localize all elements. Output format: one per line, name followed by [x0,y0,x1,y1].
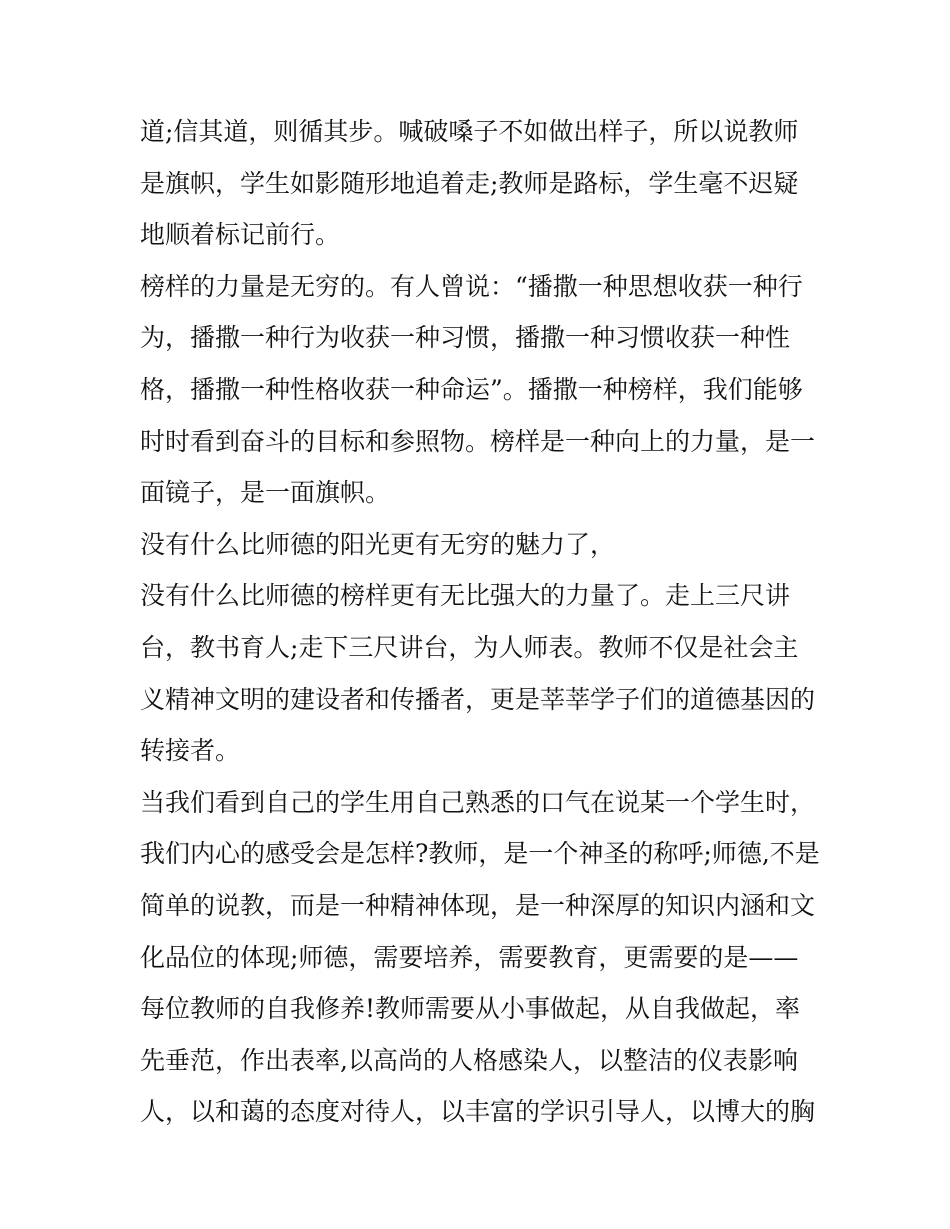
text-line: 格，播撒一种性格收获一种命运”。播撒一种榜样，我们能够 [140,374,803,404]
text-line: 为，播撒一种行为收获一种习惯，播撒一种习惯收获一种性 [140,323,791,353]
text-line: 化品位的体现;师德，需要培养，需要教育，更需要的是—— [140,942,799,972]
text-line: 没有什么比师德的榜样更有无比强大的力量了。走上三尺讲 [140,581,791,611]
text-line: 转接者。 [140,736,241,766]
text-line: 先垂范，作出表率,以高尚的人格感染人，以整洁的仪表影响 [140,1045,798,1075]
text-line: 没有什么比师德的阳光更有无穷的魅力了， [140,529,616,559]
text-line: 简单的说教，而是一种精神体现，是一种深厚的知识内涵和文 [140,890,816,920]
text-line: 时时看到奋斗的目标和参照物。榜样是一种向上的力量，是一 [140,426,816,456]
text-line: 我们内心的感受会是怎样?教师，是一个神圣的称呼;师德,不是 [140,839,820,869]
body-text [140,106,820,1138]
text-line: 当我们看到自己的学生用自己熟悉的口气在说某一个学生时， [140,787,816,817]
text-line: 每位教师的自我修养!教师需要从小事做起，从自我做起，率 [140,994,801,1024]
text-line: 面镜子，是一面旗帜。 [140,478,391,508]
text-line: 道;信其道，则循其步。喊破嗓子不如做出样子，所以说教师 [140,117,799,146]
text-line: 义精神文明的建设者和传播者，更是莘莘学子们的道德基因的 [140,684,816,714]
text-line: 是旗帜，学生如影随形地追着走;教师是路标，学生毫不迟疑 [140,168,799,198]
text-line: 台，教书育人;走下三尺讲台，为人师表。教师不仅是社会主 [140,632,799,662]
text-line: 地顺着标记前行。 [140,220,341,250]
text-line: 人，以和蔼的态度对待人，以丰富的学识引导人，以博大的胸 [140,1097,816,1127]
text-line: 榜样的力量是无穷的。有人曾说：“播撒一种思想收获一种行 [140,271,803,301]
